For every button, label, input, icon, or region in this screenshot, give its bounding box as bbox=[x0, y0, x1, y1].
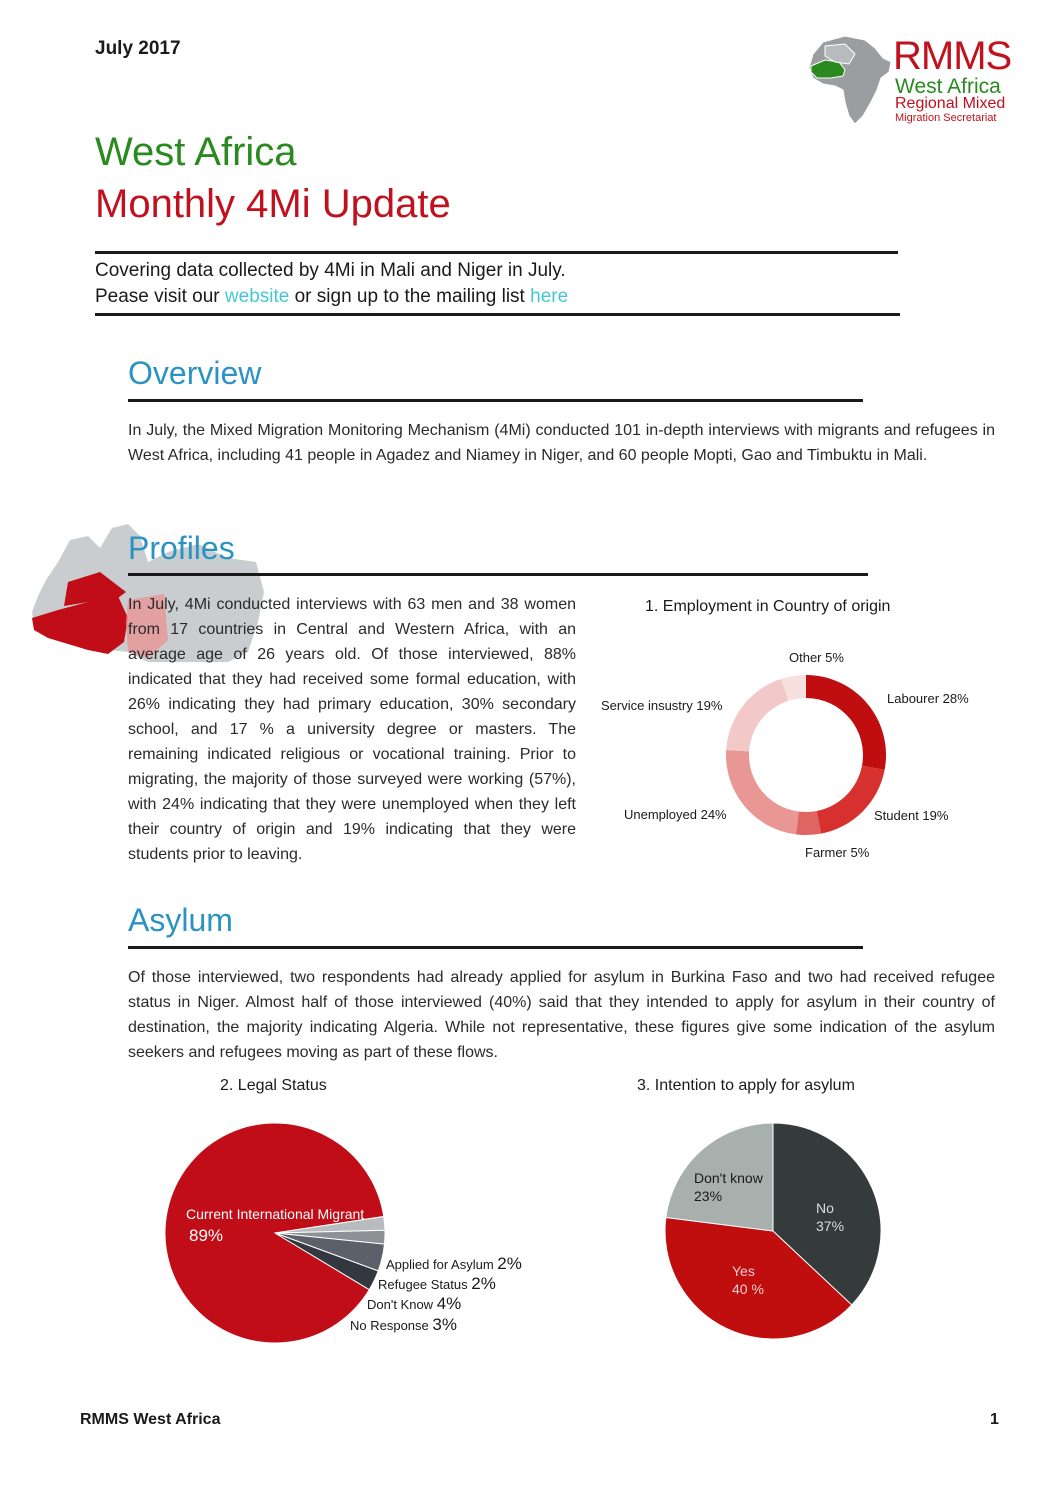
employment-slice-service-insustry bbox=[726, 679, 788, 752]
website-link[interactable]: website bbox=[224, 286, 290, 307]
intent-pct-dontknow: 23% bbox=[694, 1188, 723, 1204]
donut-label-other: Other 5% bbox=[789, 650, 844, 665]
legal-label-noresponse-text: No Response bbox=[350, 1318, 429, 1333]
intro-prefix: Pease visit our bbox=[95, 286, 225, 307]
donut-label-labourer: Labourer 28% bbox=[887, 691, 969, 706]
overview-heading: Overview bbox=[128, 355, 262, 391]
intent-pct-yes: 40 % bbox=[732, 1281, 764, 1297]
legal-label-refugee bbox=[378, 1274, 496, 1294]
mailing-list-link[interactable]: here bbox=[530, 286, 569, 307]
intent-slices bbox=[665, 1123, 881, 1339]
logo-subtitle-2: Migration Secretariat bbox=[895, 112, 997, 124]
report-date: July 2017 bbox=[95, 38, 181, 59]
intro-text bbox=[95, 258, 568, 310]
donut-label-student: Student 19% bbox=[874, 808, 949, 823]
legal-pct-migrant: 89% bbox=[189, 1226, 224, 1245]
employment-donut-chart bbox=[700, 650, 920, 860]
profiles-heading: Profiles bbox=[128, 530, 235, 566]
legal-pct-refugee: 2% bbox=[471, 1274, 496, 1293]
logo-region: West Africa bbox=[895, 75, 1001, 98]
intro-line-1: Covering data collected by 4Mi in Mali and Niger in July. bbox=[95, 260, 566, 281]
intent-label-no: No bbox=[816, 1200, 834, 1216]
legal-label-dontknow bbox=[367, 1294, 461, 1314]
employment-slice-unemployed bbox=[726, 750, 799, 834]
page-number: 1 bbox=[990, 1411, 999, 1428]
donut-label-unemployed: Unemployed 24% bbox=[624, 807, 727, 822]
intro-line-2 bbox=[95, 284, 568, 310]
employment-slice-labourer bbox=[806, 675, 886, 770]
intent-label-dontknow: Don't know bbox=[694, 1170, 763, 1186]
chart2-title: 2. Legal Status bbox=[220, 1077, 327, 1094]
donut-slices bbox=[726, 675, 886, 835]
intention-pie-chart bbox=[660, 1118, 886, 1344]
divider bbox=[128, 946, 863, 949]
overview-text: In July, the Mixed Migration Monitoring Mechanism (4Mi) conducted 101 in-depth interviews with migrants and refugees in West Africa, including 41 people in Agadez and Niamey in Niger, and 60 people Mopti, Gao and Timbuktu in Mali. bbox=[128, 422, 995, 464]
legal-label-dontknow-text: Don't Know bbox=[367, 1297, 434, 1312]
legal-label-noresponse bbox=[350, 1315, 457, 1335]
footer-org: RMMS West Africa bbox=[80, 1411, 221, 1428]
donut-label-service: Service insustry 19% bbox=[601, 698, 723, 713]
legal-label-refugee-text: Refugee Status bbox=[378, 1277, 468, 1292]
title-main: Monthly 4Mi Update bbox=[95, 182, 451, 226]
profiles-text: In July, 4Mi conducted interviews with 63 men and 38 women from 17 countries in Central and Western Africa, with an average age of 26 years old. Of those interviewed, 88% indicated that they had received some formal education, with 26% indicating they had primary education, 30% secondary school, and 17 % a university degree or masters. The remaining indicated religious or vocational training. Prior to migrating, the majority of those surveyed were working (57%), with 24% indicating that they were unemployed when they left their country of origin and 19% indicating that they were students prior to leaving. bbox=[128, 596, 576, 863]
logo-name: RMMS bbox=[893, 34, 1012, 78]
title-region: West Africa bbox=[95, 130, 297, 174]
legal-pct-dontknow: 4% bbox=[436, 1294, 462, 1313]
legal-label-applied bbox=[386, 1254, 522, 1274]
divider bbox=[128, 573, 868, 576]
divider bbox=[95, 313, 900, 316]
asylum-text: Of those interviewed, two respondents had already applied for asylum in Burkina Faso and two had received refugee status in Niger. Almost half of those interviewed (40%) said that they intended to apply for asylum in their country of destination, the majority indicating Algeria. While not representative, these figures give some indication of the asylum seekers and refugees moving as part of these flows. bbox=[128, 969, 995, 1061]
legal-pct-noresponse: 3% bbox=[432, 1315, 457, 1334]
employment-slice-student bbox=[817, 766, 885, 834]
intent-label-yes: Yes bbox=[732, 1263, 755, 1279]
logo-subtitle: Regional Mixed bbox=[895, 95, 1006, 112]
chart1-title: 1. Employment in Country of origin bbox=[645, 598, 891, 615]
donut-label-farmer: Farmer 5% bbox=[805, 845, 870, 860]
chart3-title: 3. Intention to apply for asylum bbox=[637, 1077, 855, 1094]
divider bbox=[128, 399, 863, 402]
employment-slice-farmer bbox=[796, 811, 821, 835]
africa-map-icon bbox=[805, 32, 895, 127]
legal-label-migrant: Current International Migrant bbox=[186, 1206, 365, 1222]
rmms-logo bbox=[805, 32, 1035, 132]
asylum-heading: Asylum bbox=[128, 902, 233, 938]
intro-middle: or sign up to the mailing list bbox=[289, 286, 531, 307]
divider bbox=[95, 251, 898, 254]
legal-label-applied-text: Applied for Asylum bbox=[386, 1257, 494, 1272]
intent-pct-no: 37% bbox=[816, 1218, 845, 1234]
legal-pct-applied: 2% bbox=[497, 1254, 522, 1273]
